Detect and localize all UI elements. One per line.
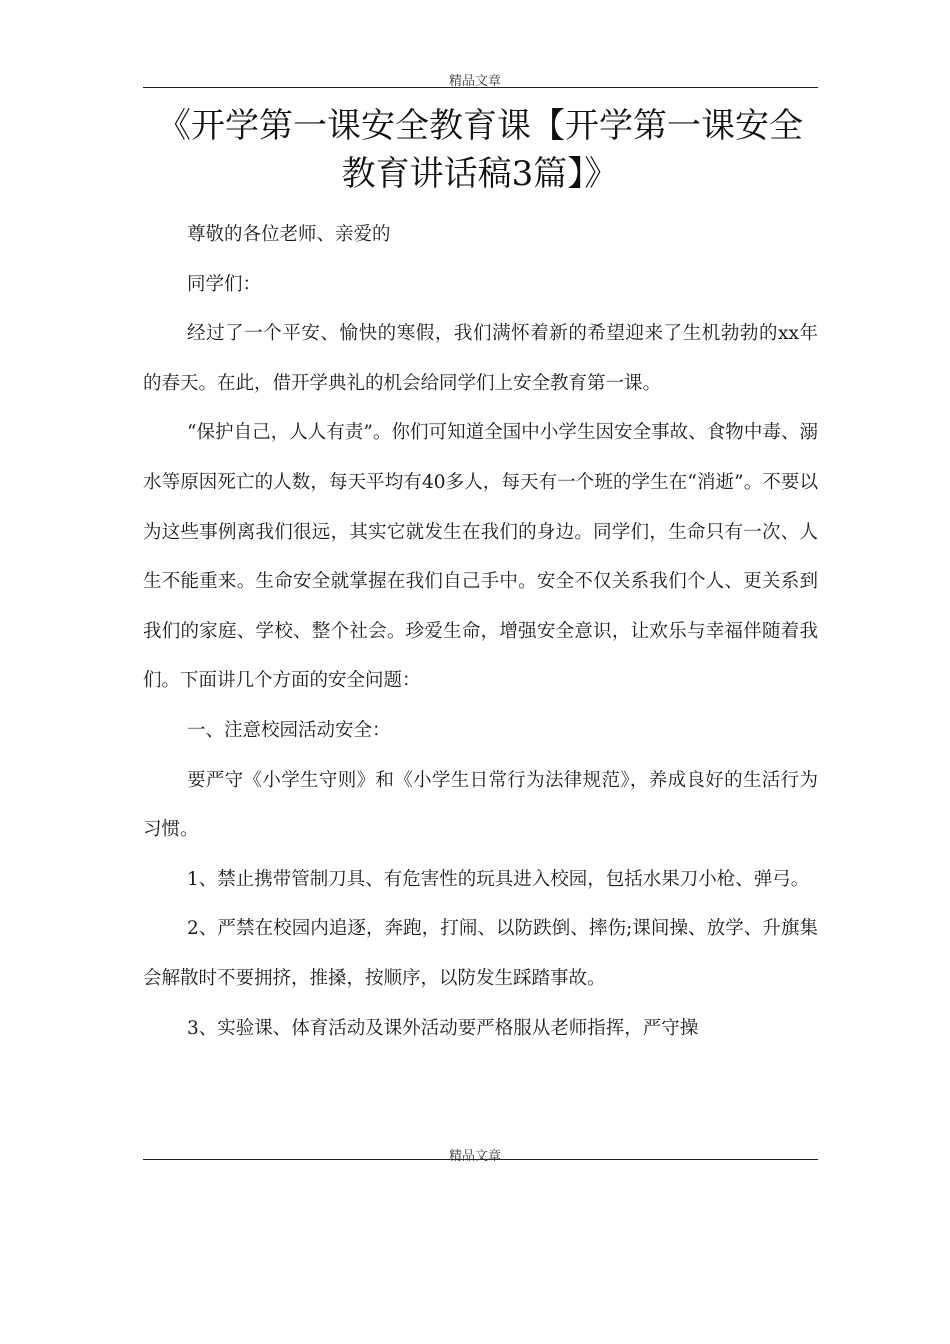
title-line-2: 教育讲话稿3篇】》: [341, 154, 619, 194]
list-item-3: 3、实验课、体育活动及课外活动要严格服从老师指挥，严守操: [187, 1017, 699, 1039]
paragraph-main: “保护自己，人人有责”。你们可知道全国中小学生因安全事故、食物中毒、溺水等原因死亡的人数，每天平均有40多人，每天有一个班的学生在“消逝”。不要以为这些事例离我们很远，其实它就发生在我们的身边。同学们，生命只有一次、人生不能重来。生命安全就掌握在我们自己手中。安全不仅关系我们个人、更关系到我们的家庭、学校、整个社会。珍爱生命，增强安全意识，让欢乐与幸福伴随着我们。下面讲几个方面的安全问题：: [143, 422, 818, 692]
document-title: [130, 102, 830, 198]
page-header-label: 精品文章: [448, 74, 501, 89]
footer-rule: [143, 1159, 818, 1160]
document-body: [143, 210, 818, 1053]
header-rule: [143, 87, 818, 88]
paragraph-salutation-cont: 同学们：: [187, 273, 262, 295]
paragraph-intro: 经过了一个平安、愉快的寒假，我们满怀着新的希望迎来了生机勃勃的xx年的春天。在此，借开学典礼的机会给同学们上安全教育第一课。: [143, 323, 818, 394]
section-heading-1: 一、注意校园活动安全：: [187, 719, 391, 741]
list-item-2: 2、严禁在校园内追逐，奔跑，打闹、以防跌倒、摔伤;课间操、放学、升旗集会解散时不要拥挤，推搡，按顺序，以防发生踩踏事故。: [143, 918, 818, 989]
paragraph-salutation: 尊敬的各位老师、亲爱的: [187, 224, 391, 245]
page-footer-label: 精品文章: [448, 1149, 501, 1164]
list-item-1: 1、禁止携带管制刀具、有危害性的玩具进入校园，包括水果刀小枪、弹弓。: [187, 868, 810, 890]
paragraph-rules: 要严守《小学生守则》和《小学生日常行为法律规范》，养成良好的生活行为习惯。: [143, 769, 818, 841]
title-line-1: 《开学第一课安全教育课【开学第一课安全: [157, 106, 803, 146]
